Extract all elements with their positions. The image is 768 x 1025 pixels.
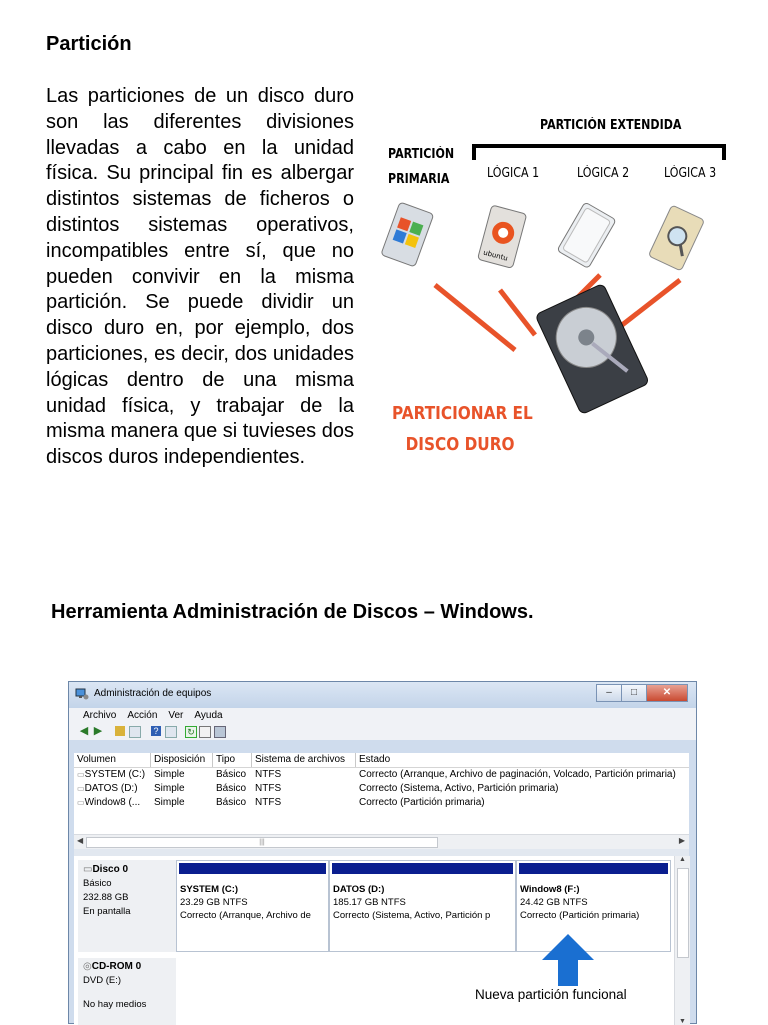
table-row[interactable] — [74, 768, 689, 782]
partition-diagram — [380, 110, 740, 480]
cdrom-info[interactable] — [78, 958, 176, 1025]
scroll-thumb[interactable] — [677, 868, 689, 958]
volume-name: Window8 (... — [84, 797, 141, 808]
scroll-left-icon[interactable]: ◀ — [77, 836, 84, 845]
volume-status: Correcto (Partición primaria) — [359, 797, 485, 808]
col-sistema-archivos[interactable]: Sistema de archivos — [252, 753, 356, 767]
cdrom-icon: ◎ — [83, 961, 92, 972]
window-title: Administración de equipos — [94, 688, 212, 699]
primary-label-line1: PARTICIÓN — [388, 147, 455, 162]
arrow-up-icon — [540, 934, 596, 986]
scroll-down-icon[interactable]: ▼ — [679, 1018, 686, 1025]
volume-name: SYSTEM (C:) — [84, 769, 146, 780]
intro-paragraph: Las particiones de un disco duro son las diferentes divisiones llevadas a cabo en la unidad física. Su principal fin es albergar distintos sistemas de ficheros o distintos sistemas operativos, incompatibles entre sí, que no pueden convivir en la misma partición. Se puede dividir un disco duro en, por ejemplo, dos particiones, es decir, dos unidades lógicas dentro de una misma unidad física, y trabajar de la misma manera que si tuvieses dos discos duros independientes. — [46, 85, 354, 469]
connector-logical1 — [500, 290, 535, 335]
partition-bar — [179, 863, 326, 874]
vertical-scrollbar[interactable] — [674, 856, 690, 1025]
primary-label-line2: PRIMARIA — [388, 172, 450, 187]
col-disposicion[interactable]: Disposición — [151, 753, 213, 767]
col-volumen[interactable]: Volumen — [74, 753, 151, 767]
page-title: Partición — [46, 33, 132, 55]
table-row[interactable] — [74, 782, 689, 796]
cdrom-media: No hay medios — [83, 999, 147, 1010]
scroll-thumb[interactable]: ||| — [86, 837, 438, 848]
ubuntu-label: ubuntu — [482, 248, 509, 263]
forward-icon[interactable]: ▶ — [93, 725, 103, 737]
window-titlebar[interactable] — [69, 682, 696, 708]
volume-type: Básico — [216, 769, 247, 780]
volume-icon: ▭ — [77, 770, 85, 779]
col-tipo[interactable]: Tipo — [213, 753, 252, 767]
maximize-button[interactable]: □ — [621, 684, 647, 702]
section-title: Herramienta Administración de Discos – Windows. — [51, 601, 534, 623]
partition-size: 24.42 GB NTFS — [520, 897, 588, 908]
scroll-right-icon[interactable]: ▶ — [678, 836, 685, 845]
volume-status: Correcto (Arranque, Archivo de paginación, Volcado, Partición primaria) — [359, 769, 676, 780]
volume-icon: ▭ — [77, 798, 85, 807]
menu-ayuda[interactable]: Ayuda — [194, 710, 223, 721]
search-drive-icon — [648, 205, 704, 271]
volume-fs: NTFS — [255, 783, 282, 794]
volume-name: DATOS (D:) — [84, 783, 138, 794]
logical2-label: LÓGICA 2 — [577, 166, 630, 181]
ubuntu-drive-icon — [478, 205, 527, 268]
logical3-label: LÓGICA 3 — [664, 166, 717, 181]
scroll-up-icon[interactable]: ▲ — [679, 856, 686, 863]
cdrom-drive: DVD (E:) — [83, 975, 121, 986]
properties-icon[interactable] — [199, 726, 211, 738]
partition-name: DATOS (D:) — [333, 884, 385, 895]
disk0-type: Básico — [83, 878, 112, 889]
close-button[interactable]: ✕ — [646, 684, 688, 702]
volume-status: Correcto (Sistema, Activo, Partición primaria) — [359, 783, 559, 794]
volume-icon: ▭ — [77, 784, 85, 793]
logical1-label: LÓGICA 1 — [487, 166, 540, 181]
menu-archivo[interactable]: Archivo — [83, 710, 117, 721]
volume-layout: Simple — [154, 797, 185, 808]
caption-line2: DISCO DURO — [405, 434, 515, 455]
partition-status: Correcto (Sistema, Activo, Partición p — [333, 910, 491, 921]
disk-management-content — [74, 753, 689, 1025]
disk0-label: Disco 0 — [92, 864, 129, 875]
hard-disk-icon — [535, 283, 649, 414]
cdrom-label: CD-ROM 0 — [91, 961, 142, 972]
minimize-button[interactable]: – — [596, 684, 622, 702]
col-estado[interactable]: Estado — [359, 754, 391, 765]
caption-line1: PARTICIONAR EL — [392, 403, 533, 424]
horizontal-scrollbar[interactable] — [74, 834, 689, 849]
primary-partition-label — [388, 142, 454, 192]
volume-fs: NTFS — [255, 797, 282, 808]
computer-management-window — [68, 681, 697, 1024]
up-folder-icon[interactable] — [115, 726, 125, 736]
menu-ver[interactable]: Ver — [168, 710, 184, 721]
disk0-size: 232.88 GB — [83, 892, 129, 903]
partition-d[interactable] — [329, 860, 516, 952]
windows-drive-icon — [381, 202, 434, 267]
volume-fs: NTFS — [255, 769, 282, 780]
view-icon[interactable] — [165, 726, 177, 738]
menu-bar — [69, 708, 696, 723]
annotation-label: Nueva partición funcional — [475, 987, 627, 1002]
volume-table-header — [74, 753, 689, 768]
pane-splitter[interactable] — [74, 849, 689, 856]
table-row[interactable] — [74, 796, 689, 810]
computer-management-icon — [75, 688, 89, 700]
refresh-icon[interactable]: ↻ — [185, 726, 197, 738]
blank-drive-icon — [557, 202, 616, 268]
partition-caption — [392, 398, 533, 460]
partition-status: Correcto (Partición primaria) — [520, 910, 640, 921]
menu-accion[interactable]: Acción — [127, 710, 158, 721]
volume-type: Básico — [216, 797, 247, 808]
back-icon[interactable]: ◀ — [79, 725, 89, 737]
extended-partition-label: PARTICIÓN EXTENDIDA — [540, 118, 682, 133]
partition-size: 185.17 GB NTFS — [333, 897, 406, 908]
toolbar — [69, 723, 696, 740]
extended-bracket — [474, 146, 724, 160]
help-icon[interactable]: ? — [151, 726, 161, 736]
partition-bar — [519, 863, 668, 874]
partition-size: 23.29 GB NTFS — [180, 897, 248, 908]
volume-type: Básico — [216, 783, 247, 794]
show-hide-tree-icon[interactable] — [129, 726, 141, 738]
partition-bar — [332, 863, 513, 874]
partition-c[interactable] — [176, 860, 329, 952]
partition-name: SYSTEM (C:) — [180, 884, 239, 895]
disk-tools-icon[interactable] — [214, 726, 226, 738]
volume-layout: Simple — [154, 769, 185, 780]
disk0-state: En pantalla — [83, 906, 131, 917]
partition-name: Window8 (F:) — [520, 884, 580, 895]
partition-status: Correcto (Arranque, Archivo de — [180, 910, 311, 921]
volume-layout: Simple — [154, 783, 185, 794]
disk0-info[interactable] — [78, 860, 176, 952]
disk-icon: ▭ — [83, 864, 93, 875]
